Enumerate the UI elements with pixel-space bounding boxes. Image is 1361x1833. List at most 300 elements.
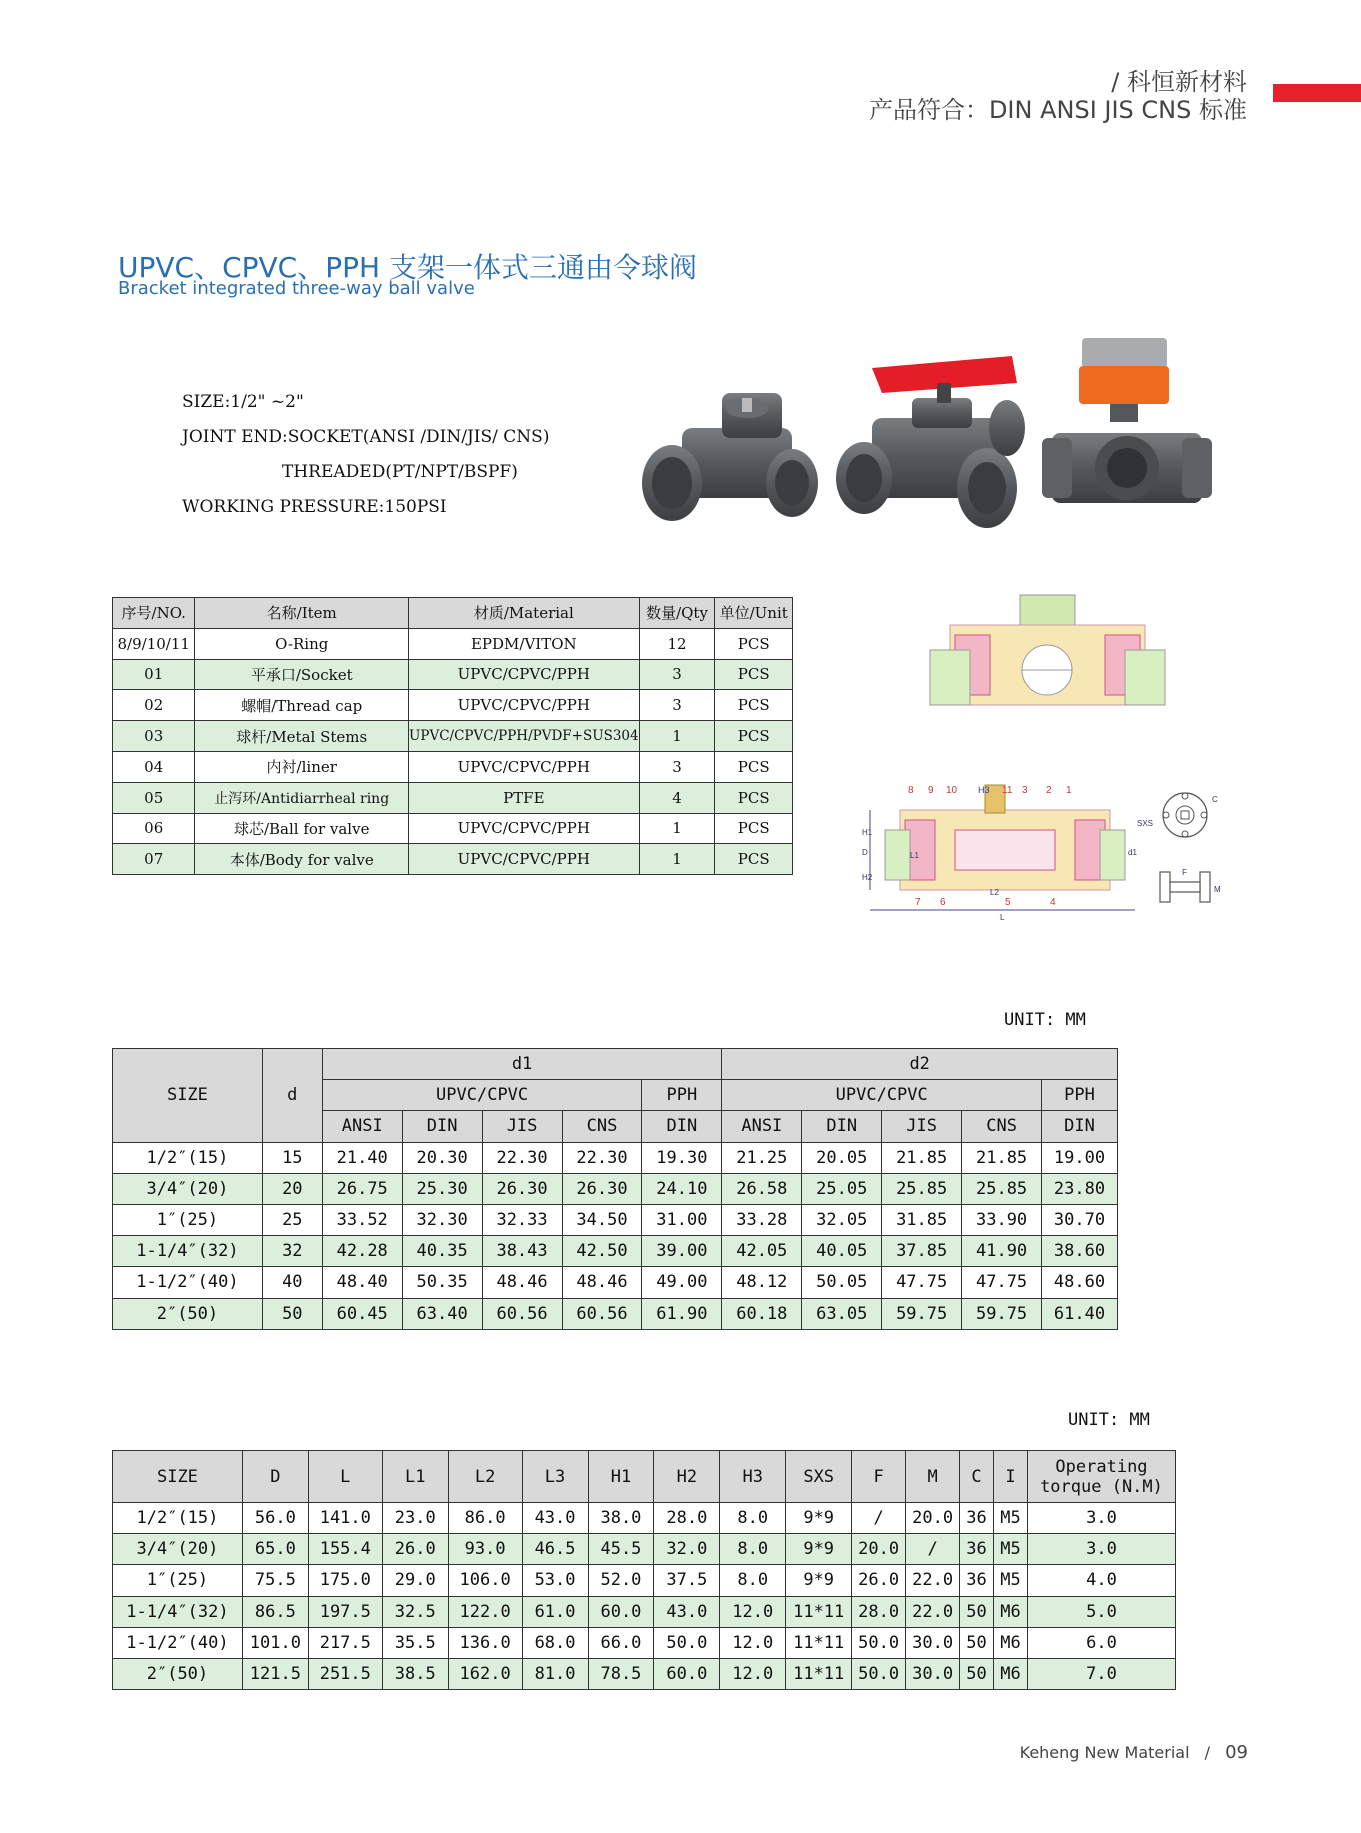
table-cell: 48.40 [322, 1267, 402, 1298]
table-cell: 19.30 [642, 1142, 722, 1173]
table-cell: 38.5 [382, 1658, 448, 1689]
dim-col: I [994, 1451, 1028, 1503]
dim-col: L2 [448, 1451, 522, 1503]
callout-7: 7 [915, 897, 921, 908]
table-cell: 9*9 [786, 1565, 852, 1596]
table-row [113, 1534, 1176, 1565]
table-cell: 93.0 [448, 1534, 522, 1565]
table-cell: 197.5 [308, 1596, 382, 1627]
spec-size: SIZE:1/2" ~2" [182, 392, 304, 412]
table-cell: 36 [960, 1534, 994, 1565]
table-cell: 5.0 [1027, 1596, 1175, 1627]
table-cell: 26.0 [382, 1534, 448, 1565]
table-cell: 41.90 [962, 1236, 1042, 1267]
table-cell: 28.0 [654, 1503, 720, 1534]
cell: PCS [715, 690, 793, 721]
table-cell: 36 [960, 1503, 994, 1534]
table-cell: 75.5 [242, 1565, 308, 1596]
table-cell: 42.05 [722, 1236, 802, 1267]
table-cell: 20.30 [402, 1142, 482, 1173]
table-cell: 32.30 [402, 1204, 482, 1235]
dim-body [113, 1503, 1176, 1690]
cell: 3 [639, 659, 715, 690]
callout-5: 5 [1005, 897, 1011, 908]
table-cell: 50.05 [802, 1267, 882, 1298]
product-title-cn: UPVC、CPVC、PPH 支架一体式三通由令球阀 [118, 251, 697, 284]
table-cell: 63.40 [402, 1298, 482, 1329]
dim-col: D [242, 1451, 308, 1503]
dia-d1-upvc: UPVC/CPVC [322, 1080, 642, 1111]
dim-d: D [862, 848, 868, 857]
table-cell: 2″(50) [113, 1658, 243, 1689]
table-cell: 155.4 [308, 1534, 382, 1565]
callout-2: 2 [1046, 785, 1052, 796]
table-cell: 26.30 [562, 1173, 642, 1204]
dia-d2-pph: PPH [1042, 1080, 1118, 1111]
table-cell: 6.0 [1027, 1627, 1175, 1658]
cell: PTFE [409, 782, 640, 813]
table-cell: 11*11 [786, 1596, 852, 1627]
dim-col: C [960, 1451, 994, 1503]
dim-h2: H2 [862, 873, 873, 882]
dim-c: C [1212, 795, 1218, 804]
cell: 06 [113, 813, 195, 844]
table-cell: / [906, 1534, 960, 1565]
table-cell: 39.00 [642, 1236, 722, 1267]
dim-col: L1 [382, 1451, 448, 1503]
dim-l1: L1 [910, 851, 919, 860]
table-cell: 86.5 [242, 1596, 308, 1627]
table-cell: 23.80 [1042, 1173, 1118, 1204]
dim-h1: H1 [862, 828, 873, 837]
cell: 07 [113, 844, 195, 875]
dia-d2-upvc: UPVC/CPVC [722, 1080, 1042, 1111]
cell: 04 [113, 751, 195, 782]
table-cell: 20.0 [906, 1503, 960, 1534]
table-cell: 59.75 [962, 1298, 1042, 1329]
table-cell: 37.85 [882, 1236, 962, 1267]
dia-col-d2: d2 [722, 1049, 1118, 1080]
torque-header-line-1: Operating [1055, 1456, 1148, 1477]
dia-sub: DIN [802, 1111, 882, 1142]
table-cell: 50 [960, 1627, 994, 1658]
table-cell: 61.90 [642, 1298, 722, 1329]
callout-h3: H3 [978, 785, 990, 795]
table-row [113, 1204, 1118, 1235]
dim-f: F [1182, 868, 1187, 877]
table-cell: 52.0 [588, 1565, 654, 1596]
table-cell: 25.85 [882, 1173, 962, 1204]
dia-sub: CNS [962, 1111, 1042, 1142]
table-cell: 25.30 [402, 1173, 482, 1204]
cell: 03 [113, 721, 195, 752]
table-row [113, 628, 793, 659]
table-cell: 12.0 [720, 1596, 786, 1627]
table-cell: 48.60 [1042, 1267, 1118, 1298]
dia-sub: DIN [402, 1111, 482, 1142]
accent-bar [1273, 84, 1361, 102]
table-cell: 1-1/2″(40) [113, 1627, 243, 1658]
table-cell: 40.05 [802, 1236, 882, 1267]
table-cell: 3/4″(20) [113, 1173, 263, 1204]
dim-col: H1 [588, 1451, 654, 1503]
table-cell: 141.0 [308, 1503, 382, 1534]
cell: EPDM/VITON [409, 628, 640, 659]
table-cell: 63.05 [802, 1298, 882, 1329]
dim-col: SXS [786, 1451, 852, 1503]
table-cell: 31.85 [882, 1204, 962, 1235]
table-cell: 33.90 [962, 1204, 1042, 1235]
table-cell: 48.46 [562, 1267, 642, 1298]
cell: 球杆/Metal Stems [195, 721, 409, 752]
callout-6: 6 [940, 897, 946, 908]
dia-header-row-1 [113, 1049, 1118, 1080]
table-cell: 49.00 [642, 1267, 722, 1298]
valve-handle-photo [836, 356, 1025, 528]
table-cell: 61.0 [522, 1596, 588, 1627]
cell: 球芯/Ball for valve [195, 813, 409, 844]
table-row [113, 1267, 1118, 1298]
table-cell: M5 [994, 1565, 1028, 1596]
unit-label-2: UNIT: MM [1068, 1410, 1150, 1430]
table-cell: 56.0 [242, 1503, 308, 1534]
table-cell: 60.56 [482, 1298, 562, 1329]
cell: 12 [639, 628, 715, 659]
table-row [113, 1565, 1176, 1596]
table-cell: 26.0 [852, 1565, 906, 1596]
table-cell: 60.0 [654, 1658, 720, 1689]
table-cell: 26.58 [722, 1173, 802, 1204]
table-cell: 22.30 [482, 1142, 562, 1173]
dim-l: L [1000, 913, 1005, 922]
table-cell: 60.0 [588, 1596, 654, 1627]
table-row [113, 1236, 1118, 1267]
table-cell: 30.0 [906, 1627, 960, 1658]
dia-sub: JIS [882, 1111, 962, 1142]
table-cell: 21.25 [722, 1142, 802, 1173]
table-cell: 3/4″(20) [113, 1534, 243, 1565]
cell: 1 [639, 844, 715, 875]
table-row [113, 751, 793, 782]
table-cell: 33.28 [722, 1204, 802, 1235]
parts-header-row [113, 598, 793, 629]
spec-joint-end: JOINT END:SOCKET(ANSI /DIN/JIS/ CNS) [182, 427, 550, 447]
table-cell: 8.0 [720, 1503, 786, 1534]
table-cell: 25.05 [802, 1173, 882, 1204]
dim-col: M [906, 1451, 960, 1503]
table-cell: 46.5 [522, 1534, 588, 1565]
table-row [113, 813, 793, 844]
callout-1: 1 [1066, 785, 1072, 796]
table-cell: 8.0 [720, 1565, 786, 1596]
table-row [113, 1503, 1176, 1534]
cell: 1 [639, 813, 715, 844]
standards-note: 产品符合：DIN ANSI JIS CNS 标准 [868, 96, 1247, 124]
dim-col: L3 [522, 1451, 588, 1503]
cell: 本体/Body for valve [195, 844, 409, 875]
cell: UPVC/CPVC/PPH [409, 844, 640, 875]
table-cell: 7.0 [1027, 1658, 1175, 1689]
table-cell: / [852, 1503, 906, 1534]
table-cell: 22.30 [562, 1142, 642, 1173]
table-cell: 22.0 [906, 1596, 960, 1627]
dia-sub: ANSI [322, 1111, 402, 1142]
dia-body [113, 1142, 1118, 1329]
table-cell: M6 [994, 1627, 1028, 1658]
cell: 02 [113, 690, 195, 721]
cell: 内衬/liner [195, 751, 409, 782]
table-cell: 3.0 [1027, 1503, 1175, 1534]
table-cell: 33.52 [322, 1204, 402, 1235]
dia-sub: JIS [482, 1111, 562, 1142]
page-number: 09 [1225, 1742, 1248, 1763]
parts-col-material: 材质/Material [409, 598, 640, 629]
table-cell: 9*9 [786, 1534, 852, 1565]
cell: PCS [715, 628, 793, 659]
table-cell: 8.0 [720, 1534, 786, 1565]
table-cell: 19.00 [1042, 1142, 1118, 1173]
cell: 平承口/Socket [195, 659, 409, 690]
table-cell: 78.5 [588, 1658, 654, 1689]
table-cell: 136.0 [448, 1627, 522, 1658]
dimension-table [112, 1450, 1176, 1690]
table-cell: 50.0 [852, 1627, 906, 1658]
cell: 8/9/10/11 [113, 628, 195, 659]
valve-bare-photo [642, 393, 818, 521]
cell: PCS [715, 813, 793, 844]
table-cell: 1-1/2″(40) [113, 1267, 263, 1298]
table-cell: 66.0 [588, 1627, 654, 1658]
cell: PCS [715, 782, 793, 813]
table-cell: 45.5 [588, 1534, 654, 1565]
table-cell: 60.56 [562, 1298, 642, 1329]
table-cell: 50.0 [654, 1627, 720, 1658]
table-row [113, 1173, 1118, 1204]
table-row [113, 782, 793, 813]
table-cell: 43.0 [654, 1596, 720, 1627]
dim-col: SIZE [113, 1451, 243, 1503]
cell: UPVC/CPVC/PPH/PVDF+SUS304 [409, 721, 640, 752]
valve-actuator-photo [1042, 338, 1212, 503]
table-cell: 35.5 [382, 1627, 448, 1658]
brand-name: / 科恒新材料 [1111, 68, 1247, 96]
table-cell: 48.46 [482, 1267, 562, 1298]
torque-header-line-2: torque (N.M) [1040, 1476, 1163, 1497]
table-cell: 25 [262, 1204, 322, 1235]
table-cell: 36 [960, 1565, 994, 1596]
table-cell: 30.70 [1042, 1204, 1118, 1235]
table-cell: 53.0 [522, 1565, 588, 1596]
table-row [113, 1658, 1176, 1689]
table-cell: 162.0 [448, 1658, 522, 1689]
table-cell: 21.85 [882, 1142, 962, 1173]
table-cell: 24.10 [642, 1173, 722, 1204]
table-cell: 26.30 [482, 1173, 562, 1204]
table-cell: 122.0 [448, 1596, 522, 1627]
spec-threaded: THREADED(PT/NPT/BSPF) [282, 462, 518, 482]
callout-4: 4 [1050, 897, 1056, 908]
table-cell: 29.0 [382, 1565, 448, 1596]
table-cell: 20.0 [852, 1534, 906, 1565]
cell: 4 [639, 782, 715, 813]
dia-sub: DIN [642, 1111, 722, 1142]
parts-col-unit: 单位/Unit [715, 598, 793, 629]
cell: 1 [639, 721, 715, 752]
cell: UPVC/CPVC/PPH [409, 751, 640, 782]
table-cell: 9*9 [786, 1503, 852, 1534]
table-cell: 59.75 [882, 1298, 962, 1329]
table-cell: 23.0 [382, 1503, 448, 1534]
cell: UPVC/CPVC/PPH [409, 659, 640, 690]
cell: 3 [639, 690, 715, 721]
table-cell: 1/2″(15) [113, 1142, 263, 1173]
cell: 止泻环/Antidiarrheal ring [195, 782, 409, 813]
table-cell: 47.75 [882, 1267, 962, 1298]
table-cell: 86.0 [448, 1503, 522, 1534]
cross-section-top [930, 595, 1165, 705]
table-cell: 28.0 [852, 1596, 906, 1627]
table-cell: 20 [262, 1173, 322, 1204]
cell: O-Ring [195, 628, 409, 659]
table-cell: 20.05 [802, 1142, 882, 1173]
table-cell: 1″(25) [113, 1565, 243, 1596]
table-cell: 1-1/4″(32) [113, 1236, 263, 1267]
table-cell: 4.0 [1027, 1565, 1175, 1596]
callout-3: 3 [1022, 785, 1028, 796]
table-cell: 175.0 [308, 1565, 382, 1596]
table-cell: 40 [262, 1267, 322, 1298]
table-row [113, 1142, 1118, 1173]
dim-col: H3 [720, 1451, 786, 1503]
dia-sub: ANSI [722, 1111, 802, 1142]
cell: PCS [715, 751, 793, 782]
table-cell: 1/2″(15) [113, 1503, 243, 1534]
dim-col: H2 [654, 1451, 720, 1503]
table-cell: 32.33 [482, 1204, 562, 1235]
dia-sub: DIN [1042, 1111, 1118, 1142]
table-cell: 40.35 [402, 1236, 482, 1267]
table-row [113, 659, 793, 690]
dia-col-d: d [262, 1049, 322, 1143]
table-cell: 21.40 [322, 1142, 402, 1173]
table-cell: 32.0 [654, 1534, 720, 1565]
product-title-en: Bracket integrated three-way ball valve [118, 278, 475, 299]
parts-col-qty: 数量/Qty [639, 598, 715, 629]
table-cell: 26.75 [322, 1173, 402, 1204]
product-photos [632, 338, 1252, 538]
table-row [113, 1298, 1118, 1329]
dim-m: M [1214, 885, 1221, 894]
table-cell: 11*11 [786, 1658, 852, 1689]
spec-pressure: WORKING PRESSURE:150PSI [182, 497, 447, 517]
table-row [113, 844, 793, 875]
table-cell: 60.18 [722, 1298, 802, 1329]
table-cell: 38.60 [1042, 1236, 1118, 1267]
table-cell: M6 [994, 1658, 1028, 1689]
diameter-table [112, 1048, 1118, 1330]
dia-d1-pph: PPH [642, 1080, 722, 1111]
cross-section-bottom [870, 785, 1135, 910]
cell: 螺帽/Thread cap [195, 690, 409, 721]
footer-sep: / [1204, 1743, 1210, 1762]
table-cell: 34.50 [562, 1204, 642, 1235]
table-cell: 21.85 [962, 1142, 1042, 1173]
table-cell: 31.00 [642, 1204, 722, 1235]
dia-col-d1: d1 [322, 1049, 722, 1080]
table-cell: 1-1/4″(32) [113, 1596, 243, 1627]
technical-drawing [860, 590, 1240, 950]
table-cell: 25.85 [962, 1173, 1042, 1204]
table-cell: 121.5 [242, 1658, 308, 1689]
table-cell: 38.0 [588, 1503, 654, 1534]
callout-10: 10 [946, 785, 958, 796]
dim-col-torque [1027, 1451, 1175, 1503]
dim-col: L [308, 1451, 382, 1503]
table-cell: 2″(50) [113, 1298, 263, 1329]
table-cell: M5 [994, 1503, 1028, 1534]
table-cell: 81.0 [522, 1658, 588, 1689]
table-row [113, 721, 793, 752]
dim-d1: d1 [1128, 848, 1137, 857]
table-cell: 37.5 [654, 1565, 720, 1596]
callout-9: 9 [928, 785, 934, 796]
table-cell: 50 [960, 1596, 994, 1627]
table-cell: M5 [994, 1534, 1028, 1565]
table-cell: 15 [262, 1142, 322, 1173]
table-cell: 50 [262, 1298, 322, 1329]
table-cell: 68.0 [522, 1627, 588, 1658]
parts-col-item: 名称/Item [195, 598, 409, 629]
parts-table [112, 597, 793, 875]
table-cell: 38.43 [482, 1236, 562, 1267]
table-cell: 11*11 [786, 1627, 852, 1658]
table-cell: 43.0 [522, 1503, 588, 1534]
table-row [113, 1627, 1176, 1658]
callout-8: 8 [908, 785, 914, 796]
dia-col-size: SIZE [113, 1049, 263, 1143]
footer-company: Keheng New Material [1019, 1743, 1190, 1762]
table-row [113, 1596, 1176, 1627]
table-cell: 22.0 [906, 1565, 960, 1596]
table-cell: 60.45 [322, 1298, 402, 1329]
table-cell: 3.0 [1027, 1534, 1175, 1565]
cell: UPVC/CPVC/PPH [409, 813, 640, 844]
table-cell: 47.75 [962, 1267, 1042, 1298]
dim-header-row [113, 1451, 1176, 1503]
table-row [113, 690, 793, 721]
dia-sub: CNS [562, 1111, 642, 1142]
table-cell: 106.0 [448, 1565, 522, 1596]
cell: 3 [639, 751, 715, 782]
table-cell: 42.28 [322, 1236, 402, 1267]
cell: 01 [113, 659, 195, 690]
table-cell: M6 [994, 1596, 1028, 1627]
table-cell: 50.35 [402, 1267, 482, 1298]
dim-col: F [852, 1451, 906, 1503]
table-cell: 48.12 [722, 1267, 802, 1298]
table-cell: 12.0 [720, 1627, 786, 1658]
cell: UPVC/CPVC/PPH [409, 690, 640, 721]
cell: PCS [715, 659, 793, 690]
table-cell: 61.40 [1042, 1298, 1118, 1329]
table-cell: 1″(25) [113, 1204, 263, 1235]
page-footer [1020, 1742, 1248, 1763]
table-cell: 101.0 [242, 1627, 308, 1658]
dim-l2: L2 [990, 888, 999, 897]
table-cell: 12.0 [720, 1658, 786, 1689]
table-cell: 42.50 [562, 1236, 642, 1267]
table-cell: 50.0 [852, 1658, 906, 1689]
